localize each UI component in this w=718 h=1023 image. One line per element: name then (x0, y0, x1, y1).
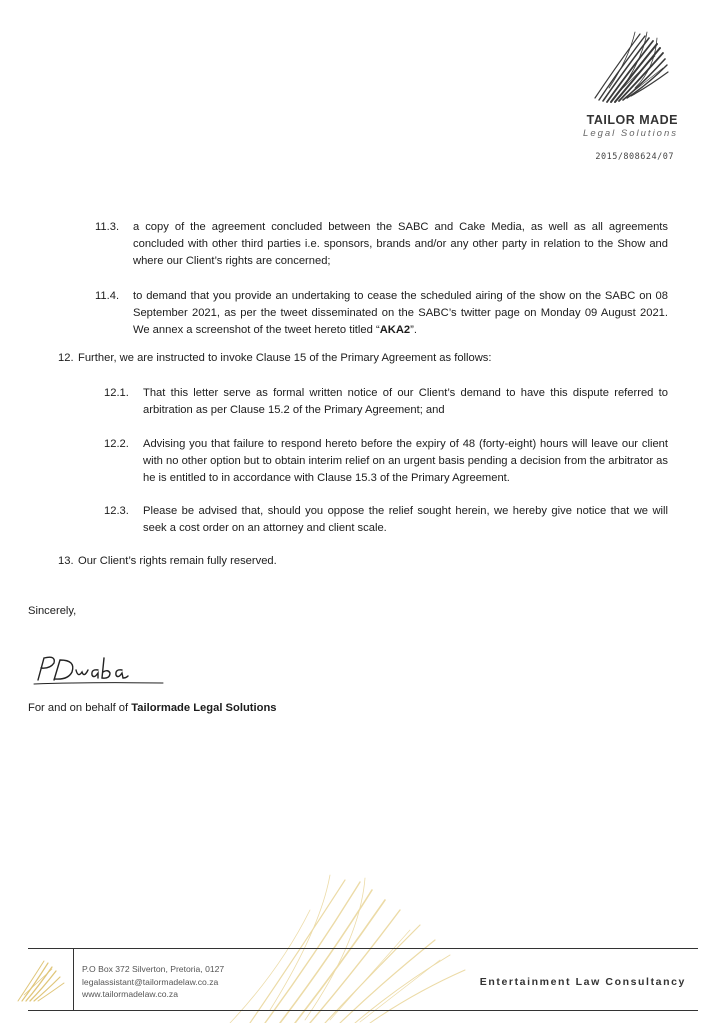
clause-number: 12.3. (104, 505, 129, 517)
clause-11-4-body: to demand that you provide an undertaking to cease the scheduled airing of the show on the SABC on 08 September 2021, as per the tweet disseminated on the SABC’s twitter page on Monday 09 August 2021. We annex a screenshot of the tweet hereto titled “ (133, 290, 668, 336)
clause-number: 11.4. (95, 290, 120, 302)
clause-11-4-text (133, 288, 668, 339)
clause-number: 12. (58, 352, 74, 364)
on-behalf-prefix: For and on behalf of (28, 702, 132, 714)
clause-number: 12.2. (104, 438, 129, 450)
on-behalf-line (28, 700, 277, 717)
footer-tagline: Entertainment Law Consultancy (479, 976, 686, 988)
clause-number: 12.1. (104, 387, 129, 399)
firm-name: Tailormade Legal Solutions (131, 702, 277, 714)
tailor-made-logo-icon (585, 28, 675, 108)
handwritten-signature (28, 650, 168, 690)
brand-name: TAILOR MADE (586, 113, 678, 127)
footer-divider (73, 948, 74, 1010)
sincerely-text: Sincerely, (28, 605, 77, 617)
brand-block (583, 113, 678, 139)
clause-11-4-tail: ”. (410, 324, 417, 336)
footer-logo-icon (12, 955, 70, 1005)
clause-number: 13. (58, 555, 74, 567)
clause-12-2-text: Advising you that failure to respond hereto before the expiry of 48 (forty-eight) hours will leave our client with no other option but to obtain interim relief on an urgent basis pending a decision from the arbitrator as he is entitled to in accordance with Clause 15.3 of the Primary Agreement. (143, 438, 668, 484)
registration-number: 2015/808624/07 (595, 152, 674, 162)
footer-address: P.O Box 372 Silverton, Pretoria, 0127 (82, 964, 225, 974)
clause-12-1-text: That this letter serve as formal written notice of our Client’s demand to have this dispute referred to arbitration as per Clause 15.2 of the Primary Agreement; and (143, 387, 668, 416)
footer-website[interactable]: www.tailormadelaw.co.za (82, 989, 179, 999)
clause-number: 11.3. (95, 221, 120, 233)
footer-gold-brush-icon (210, 870, 530, 1023)
clause-12-text: Further, we are instructed to invoke Clause 15 of the Primary Agreement as follows: (78, 352, 492, 364)
footer-contact (82, 963, 224, 1001)
clause-11-3-text: a copy of the agreement concluded between the SABC and Cake Media, as well as all agreements concluded with other third parties i.e. sponsors, brands and/or any other party in relation to the Show and where our Client’s rights are concerned; (133, 221, 668, 267)
footer-top-rule (28, 948, 698, 949)
footer-bottom-rule (28, 1010, 698, 1011)
brand-subtitle: Legal Solutions (583, 128, 678, 139)
annex-label: AKA2 (379, 324, 411, 336)
clause-13-text: Our Client’s rights remain fully reserved. (78, 555, 277, 567)
clause-12-3-text: Please be advised that, should you oppose the relief sought herein, we hereby give notice that we will seek a cost order on an attorney and client scale. (143, 505, 668, 534)
footer-email[interactable]: legalassistant@tailormadelaw.co.za (82, 976, 219, 987)
